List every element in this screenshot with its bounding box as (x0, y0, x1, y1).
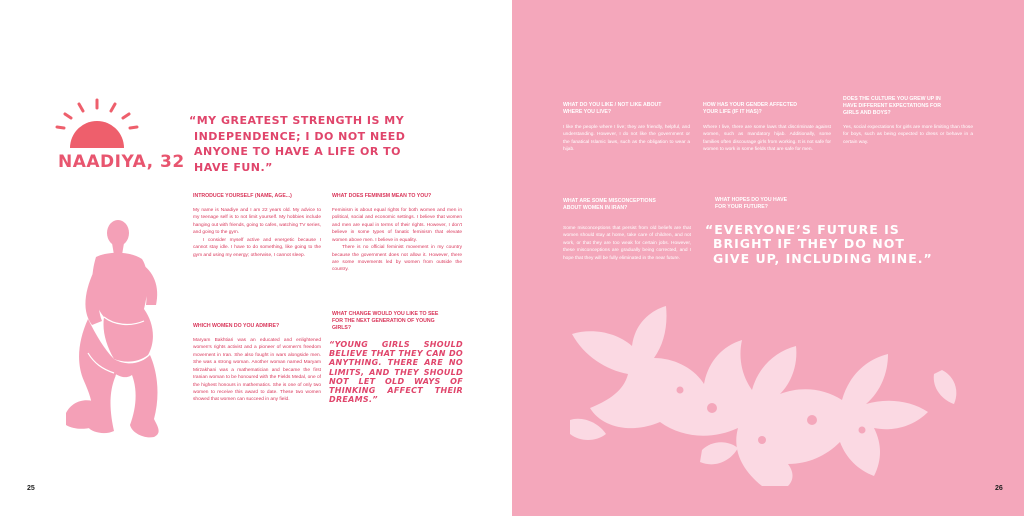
headline-quote-line: HAVE FUN.” (194, 160, 273, 174)
answer-paragraph: I consider myself active and energetic because I cannot stay idle. I have to do something, like going to the gym and using my energy; otherwise, I cannot sleep. (193, 237, 321, 258)
answer-paragraph: There is no official feminist movement in my country because the government does not allow it. However, there are some movements led by women from outside the country. (332, 245, 462, 273)
headline-quote-line: ANYONE TO HAVE A LIFE OR TO (194, 145, 402, 158)
answer-admire (193, 337, 321, 404)
question-line: WHAT ARE SOME MISCONCEPTIONS (563, 198, 656, 204)
question-where-you-live (563, 102, 688, 116)
right-page (512, 0, 1024, 516)
answer-paragraph: Maryam Bakhtiari was an educated and enlightened women's rights activist and a pioneer of women's freedom movement in Iran. She also fought in wars alongside men. She was a strong woman. Another woman named Maryam Mirzakhani was a mathematician and became the first Iranian woman to be honoured with the Fields Medal, one of the highest honours in mathematics. She is one of only two women to receive this award to date. These two women showed that women can succeed in any field. (193, 338, 321, 403)
headline-quote (189, 113, 405, 175)
answer-paragraph: My name is Naadiye and I am 22 years old. My advice to my teenage self is to not limit yourself. My hobbies include hanging out with friends, going to cafes, watching TV series, and going to the gym. (193, 208, 321, 236)
answer-paragraph: Feminism is about equal rights for both women and men in political, social and economic settings. I believe that women and men are equal in terms of their rights. However, I don't believe in some types of fanatic feminism that elevate women above men. I believe in equality. (332, 208, 462, 243)
headline-quote-line: INDEPENDENCE; I DO NOT NEED (194, 129, 406, 143)
question-line: WHAT HOPES DO YOU HAVE (715, 197, 788, 203)
question-line: FOR THE NEXT GENERATION OF YOUNG (332, 318, 435, 325)
answer-where-you-live: I like the people where I live; they are friendly, helpful, and understanding. However, I do not like the government or the fanatical Islamic laws, such as the obligation to wear a hijab. (563, 125, 690, 153)
future-quote-line: GIVE UP, INCLUDING MINE.” (713, 250, 933, 266)
question-gender-affected (703, 102, 828, 116)
answer-introduce-yourself (193, 207, 321, 259)
page-number-left: 25 (27, 485, 35, 492)
page-number-right: 26 (995, 485, 1003, 492)
question-culture-expectations (843, 96, 973, 117)
question-future-hopes (715, 197, 840, 211)
future-quote-line: “EVERYONE’S FUTURE IS (705, 222, 900, 237)
question-line: DOES THE CULTURE YOU GREW UP IN (843, 96, 941, 102)
question-line: ABOUT WOMEN IN IRAN? (563, 205, 628, 212)
question-admire: WHICH WOMEN DO YOU ADMIRE? (193, 323, 280, 329)
headline-quote-line: “MY GREATEST STRENGTH IS MY (189, 114, 405, 127)
next-generation-quote: “YOUNG GIRLS SHOULD BELIEVE THAT THEY CAN DO ANYTHING. THERE ARE NO LIMITS, AND THEY SHOULD NOT LET OLD WAYS OF THINKING AFFECT THEIR DREAMS.” (329, 340, 463, 405)
answer-feminism (332, 207, 462, 274)
answer-gender-affected: Where I live, there are some laws that discriminate against women, such as mandatory hijab. Additionally, some families often discourage girls from working. It is not safe for women to work in some fields that are safe for men. (703, 125, 831, 153)
question-line: WHAT CHANGE WOULD YOU LIKE TO SEE (332, 311, 439, 317)
interviewee-name: NAADIYA, 32 (58, 152, 185, 172)
question-line: GIRLS AND BOYS? (843, 110, 891, 117)
question-line: YOUR LIFE (IF IT HAS)? (703, 109, 762, 116)
question-line: GIRLS? (332, 325, 352, 332)
question-next-generation (332, 311, 467, 332)
question-line: HOW HAS YOUR GENDER AFFECTED (703, 102, 797, 108)
question-line: FOR YOUR FUTURE? (715, 204, 768, 211)
question-misconceptions (563, 198, 688, 212)
question-line: WHAT DO YOU LIKE / NOT LIKE ABOUT (563, 102, 662, 108)
question-line: HAVE DIFFERENT EXPECTATIONS FOR (843, 103, 941, 110)
sun-icon (52, 96, 142, 152)
future-quote (705, 223, 975, 266)
question-feminism: WHAT DOES FEMINISM MEAN TO YOU? (332, 193, 432, 199)
seated-woman-illustration (58, 213, 168, 443)
future-quote-line: BRIGHT IF THEY DO NOT (713, 236, 905, 252)
question-line: WHERE YOU LIVE? (563, 109, 612, 116)
answer-culture-expectations: Yes, social expectations for girls are more limiting than those for boys, such as being expected to dress or behave in a certain way. (843, 125, 973, 145)
question-introduce-yourself: INTRODUCE YOURSELF (NAME, AGE...) (193, 193, 292, 199)
answer-misconceptions: Some misconceptions that persist from old beliefs are that women should stay at home, take care of children, and not work, or that they are too weak for certain jobs. However, these misconceptions are gradually being corrected, and I hope that they will be fully eliminated in the near future. (563, 226, 691, 261)
leaf-cutout-illustration (562, 300, 962, 492)
